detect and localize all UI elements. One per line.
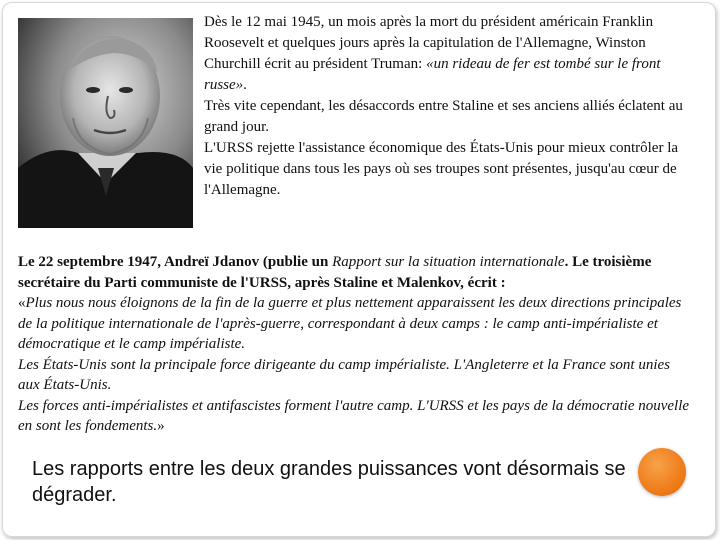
portrait-icon xyxy=(18,18,193,228)
paragraph-urss: L'URSS rejette l'assistance économique des États-Unis pour mieux contrôler la vie politique dans tous les pays où ses troupes sont présentes, jusqu'au cœur de l'Allemagne. xyxy=(204,140,679,198)
jdanov-quote-2: Les États-Unis sont la principale force dirigeante du camp impérialiste. L'Angleterre et la France sont unies aux États-Unis. xyxy=(18,356,671,393)
conclusion-text: Les rapports entre les deux grandes puissances vont désormais se dégrader. xyxy=(32,458,626,506)
churchill-portrait xyxy=(18,18,193,228)
jdanov-section xyxy=(18,252,694,437)
paragraph-churchill: Dès le 12 mai 1945, un mois après la mort du président américain Franklin Roosevelt et quelques jours après la capitulation de l'Allemagne, Winston Churchill écrit au président Truman: «un rideau de fer est tombé sur le front russe». xyxy=(204,14,661,93)
jdanov-intro: Le 22 septembre 1947, Andreï Jdanov (publie un Rapport sur la situation internationale. Le troisième secrétaire du Parti communiste de l'URSS, après Staline et Malenkov, écrit : xyxy=(18,254,652,291)
conclusion xyxy=(32,456,672,508)
jdanov-quote-3: Les forces anti-impérialistes et antifascistes forment l'autre camp. L'URSS et les pays de la démocratie nouvelle en sont les fondements.» xyxy=(18,397,690,434)
jdanov-quote-1: «Plus nous nous éloignons de la fin de la guerre et plus nettement apparaissent les deux directions principales de la politique internationale de l'après-guerre, correspondant à deux camps : le camp anti-impérialiste et démocratique et le camp impérialiste. xyxy=(18,295,682,352)
top-paragraphs xyxy=(204,12,690,201)
iron-curtain-quote: «un rideau de fer est tombé sur le front russe» xyxy=(204,56,661,93)
paragraph-disagreements: Très vite cependant, les désaccords entre Staline et ses anciens alliés éclatent au grand jour. xyxy=(204,98,683,135)
report-title: Rapport sur la situation internationale xyxy=(332,254,565,270)
